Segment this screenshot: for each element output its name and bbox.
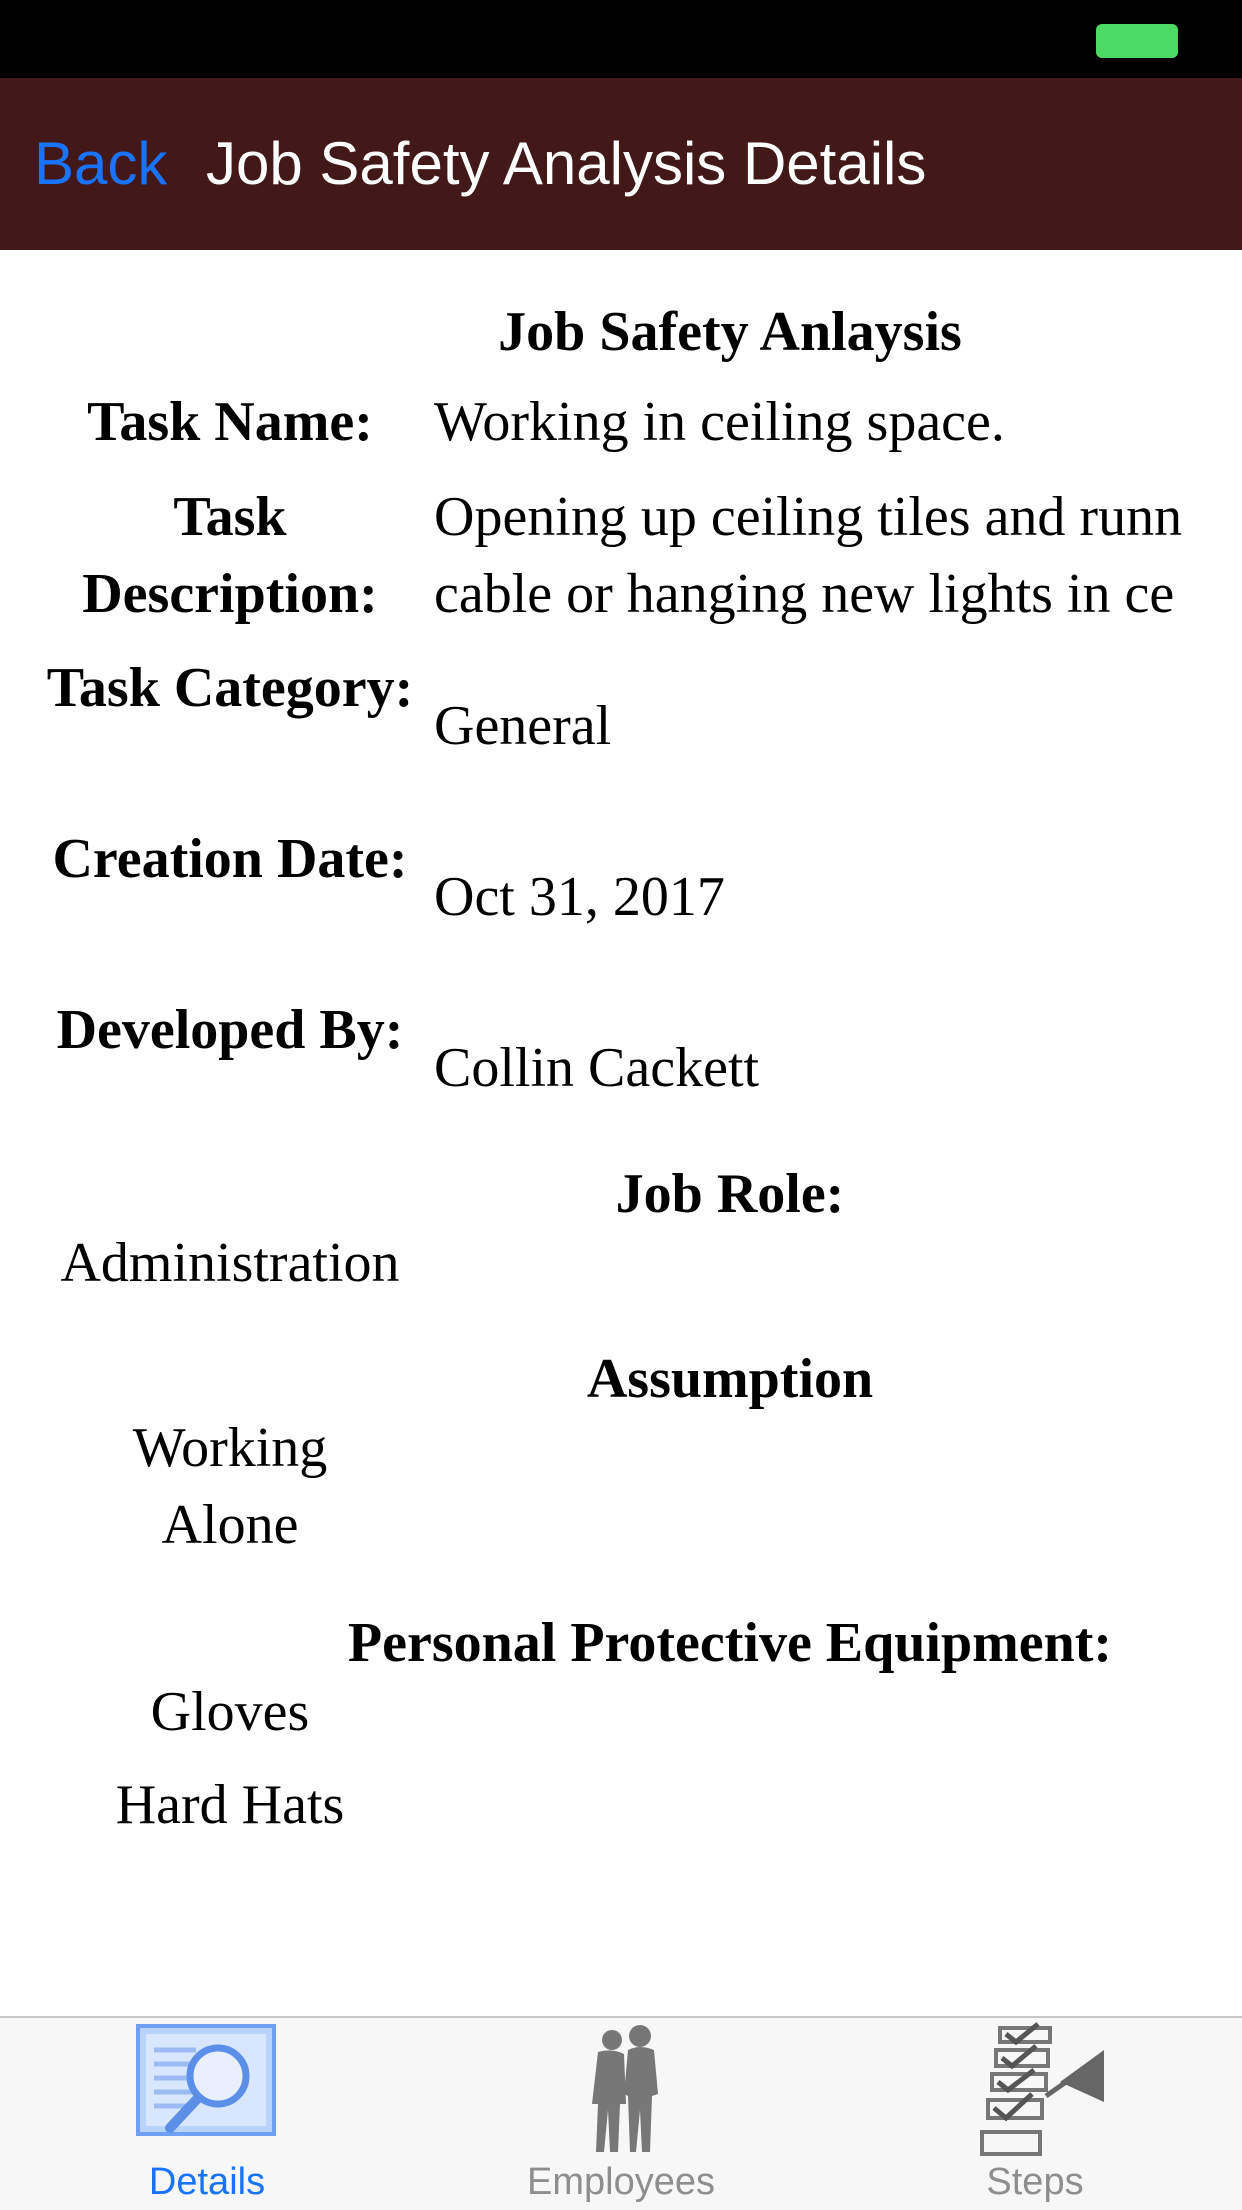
tab-employees[interactable]	[414, 2018, 828, 2210]
ppe-item: Gloves	[150, 1681, 310, 1743]
task-description-value-line1: Opening up ceiling tiles and runn	[434, 486, 1183, 548]
tab-label-employees: Employees	[527, 2161, 715, 2203]
tab-label-steps: Steps	[986, 2161, 1084, 2203]
tab-steps[interactable]	[828, 2018, 1242, 2210]
ppe-heading: Personal Protective Equipment:	[347, 1612, 1113, 1674]
back-button[interactable]: Back	[34, 130, 168, 197]
developed-by-label: Developed By:	[56, 999, 404, 1061]
navigation-bar	[0, 78, 1242, 250]
checklist-icon	[976, 2020, 1116, 2160]
creation-date-label: Creation Date:	[52, 828, 408, 890]
task-category-value: General	[434, 695, 612, 757]
developed-by-value: Collin Cackett	[434, 1037, 760, 1099]
task-description-value-line2: cable or hanging new lights in ce	[434, 563, 1175, 625]
page-title: Job Safety Analysis Details	[206, 130, 927, 197]
task-category-label: Task Category:	[46, 657, 414, 719]
status-bar	[0, 0, 1242, 78]
ppe-item: Hard Hats	[115, 1774, 345, 1836]
task-name-label: Task Name:	[87, 391, 373, 453]
tab-bar	[0, 2016, 1242, 2210]
battery-icon	[1096, 24, 1178, 58]
task-name-value: Working in ceiling space.	[434, 391, 1005, 453]
tab-label-details: Details	[148, 2161, 266, 2203]
document-heading: Job Safety Anlaysis	[498, 301, 962, 363]
tab-details[interactable]	[0, 2018, 414, 2210]
job-role-heading: Job Role:	[615, 1163, 845, 1225]
assumption-item: Working Alone	[132, 1417, 328, 1556]
creation-date-value: Oct 31, 2017	[434, 866, 725, 928]
details-content[interactable]	[0, 250, 1242, 2016]
job-role-item: Administration	[60, 1232, 400, 1294]
assumption-heading: Assumption	[586, 1348, 874, 1410]
people-silhouette-icon	[574, 2024, 674, 2154]
task-description-label: Task Description:	[82, 486, 378, 625]
magnifier-document-icon	[136, 2024, 276, 2138]
